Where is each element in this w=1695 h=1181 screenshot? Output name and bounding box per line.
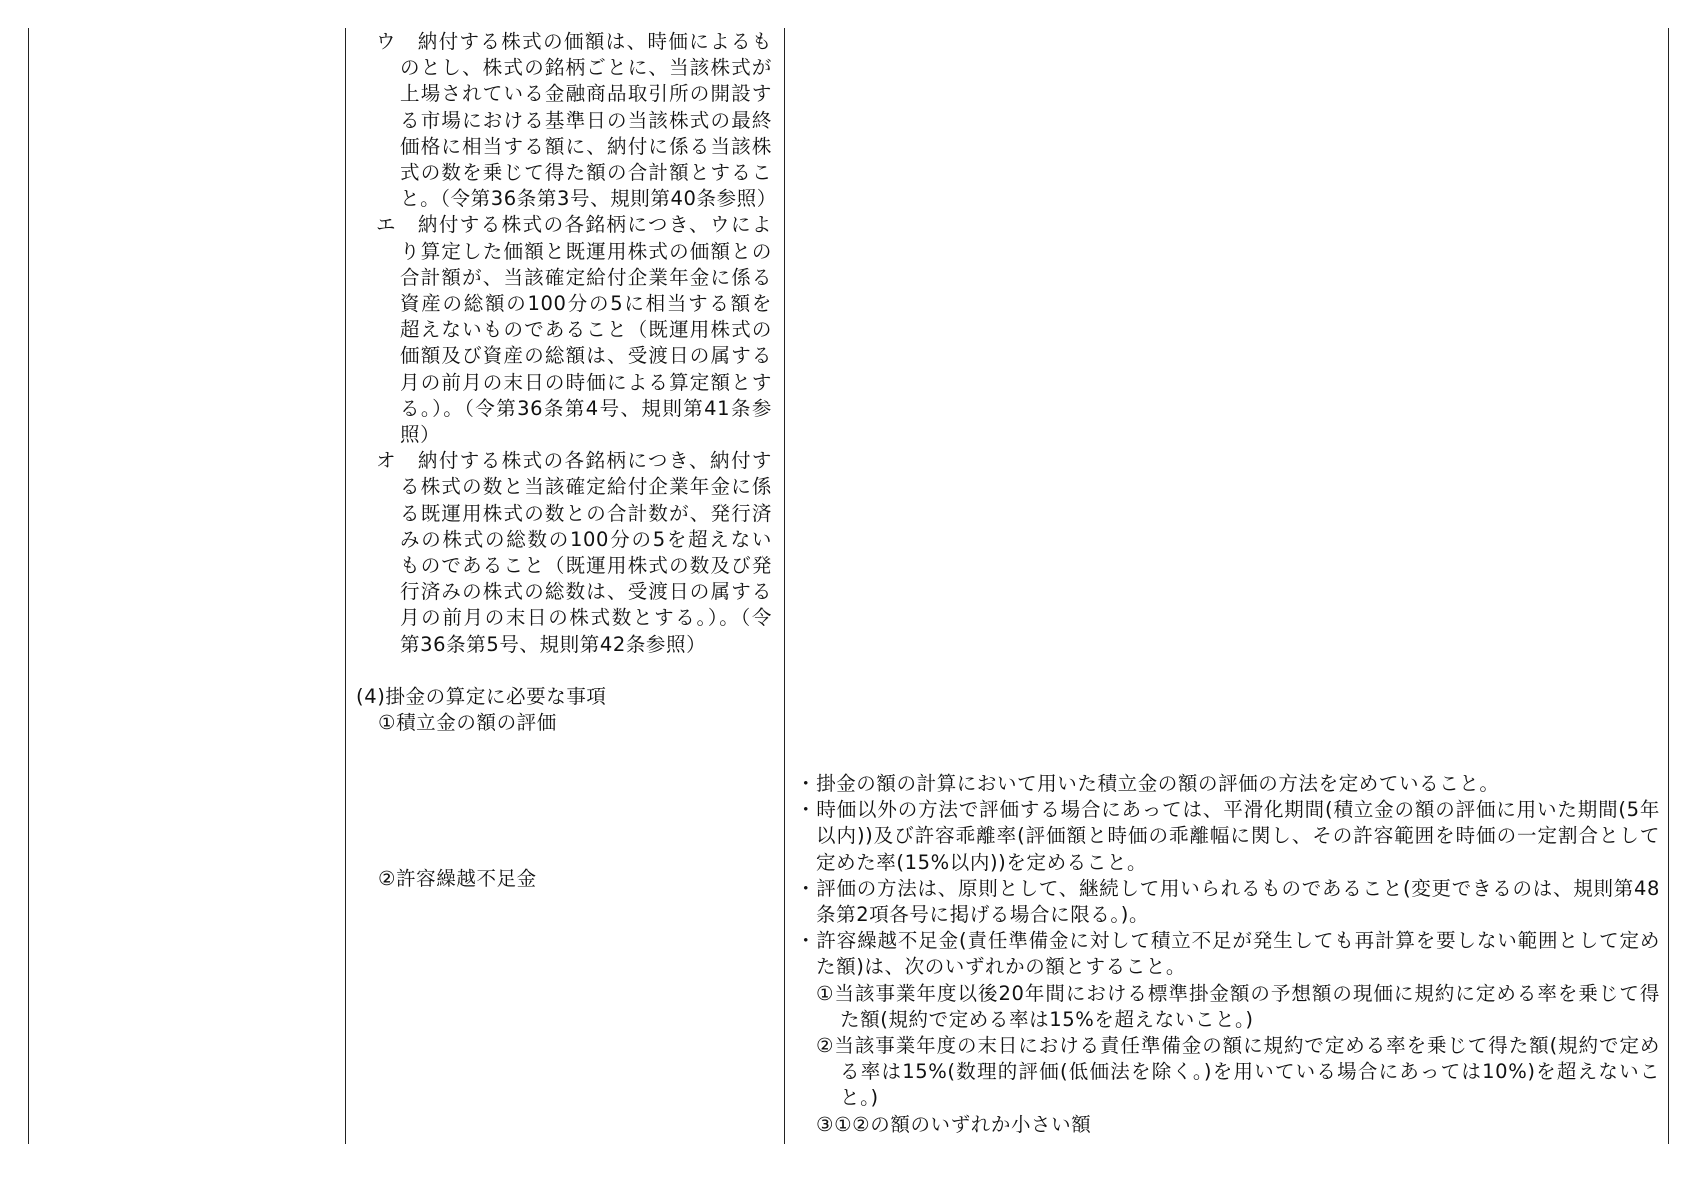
- subheading-asset-valuation: ①積立金の額の評価: [378, 711, 557, 735]
- bullet-continuity: ・評価の方法は、原則として、継続して用いられるものであること(変更できるのは、規則第48条第2項各号に掲げる場合に限る。)。: [796, 876, 1660, 927]
- subheading-allowable-deficit: ②許容繰越不足金: [378, 867, 537, 891]
- numbered-option-3: ③①②の額のいずれか小さい額: [816, 1112, 1092, 1136]
- requirements-column: [356, 29, 777, 892]
- item-e: エ 納付する株式の各銘柄につき、ウにより算定した価額と既運用株式の価額との合計額が、当該確定給付企業年金に係る資産の総額の100分の5に相当する額を超えないものであること（既運用株式の価額及び資産の総額は、受渡日の属する月の前月の末日の時価による算定額とする。）。（令第36条第4号、規則第41条参照）: [376, 213, 772, 447]
- bullet-smoothing-period: ・時価以外の方法で評価する場合にあっては、平滑化期間(積立金の額の評価に用いた期間(5年以内))及び許容乖離率(評価額と時価の乖離幅に関し、その許容範囲を時価の一定割合として定めた率(15%以内))を定めること。: [796, 798, 1660, 874]
- review-points-column: [796, 771, 1660, 1138]
- section-heading: (4)掛金の算定に必要な事項: [356, 684, 607, 708]
- column-divider-2: [784, 28, 785, 1144]
- numbered-option-2: ②当該事業年度の末日における責任準備金の額に規約で定める率を乗じて得た額(規約で定める率は15%(数理的評価(低価法を除く。)を用いている場合にあっては10%)を超えないこと。): [816, 1034, 1660, 1110]
- bullet-allowable-deficit: ・許容繰越不足金(責任準備金に対して積立不足が発生しても再計算を要しない範囲として定めた額)は、次のいずれかの額とすること。: [796, 929, 1660, 979]
- item-u: ウ 納付する株式の価額は、時価によるものとし、株式の銘柄ごとに、当該株式が上場されている金融商品取引所の開設する市場における基準日の当該株式の最終価格に相当する額に、納付に係る当該株式の数を乗じて得た額の合計額とすること。（令第36条第3号、規則第40条参照）: [376, 30, 777, 211]
- bullet-valuation-method: ・掛金の額の計算において用いた積立金の額の評価の方法を定めていること。: [796, 772, 1500, 795]
- numbered-option-1: ①当該事業年度以後20年間における標準掛金額の予想額の現価に規約に定める率を乗じて得た額(規約で定める率は15%を超えないこと。): [816, 981, 1660, 1031]
- table-border-left: [28, 28, 29, 1144]
- item-o: オ 納付する株式の各銘柄につき、納付する株式の数と当該確定給付企業年金に係る既運用株式の数との合計数が、発行済みの株式の総数の100分の5を超えないものであること（既運用株式の数及び発行済みの株式の総数は、受渡日の属する月の前月の末日の株式数とする。）。（令第36条第5号、規則第42条参照）: [376, 449, 772, 656]
- column-divider-1: [345, 28, 346, 1144]
- table-border-right: [1668, 28, 1669, 1144]
